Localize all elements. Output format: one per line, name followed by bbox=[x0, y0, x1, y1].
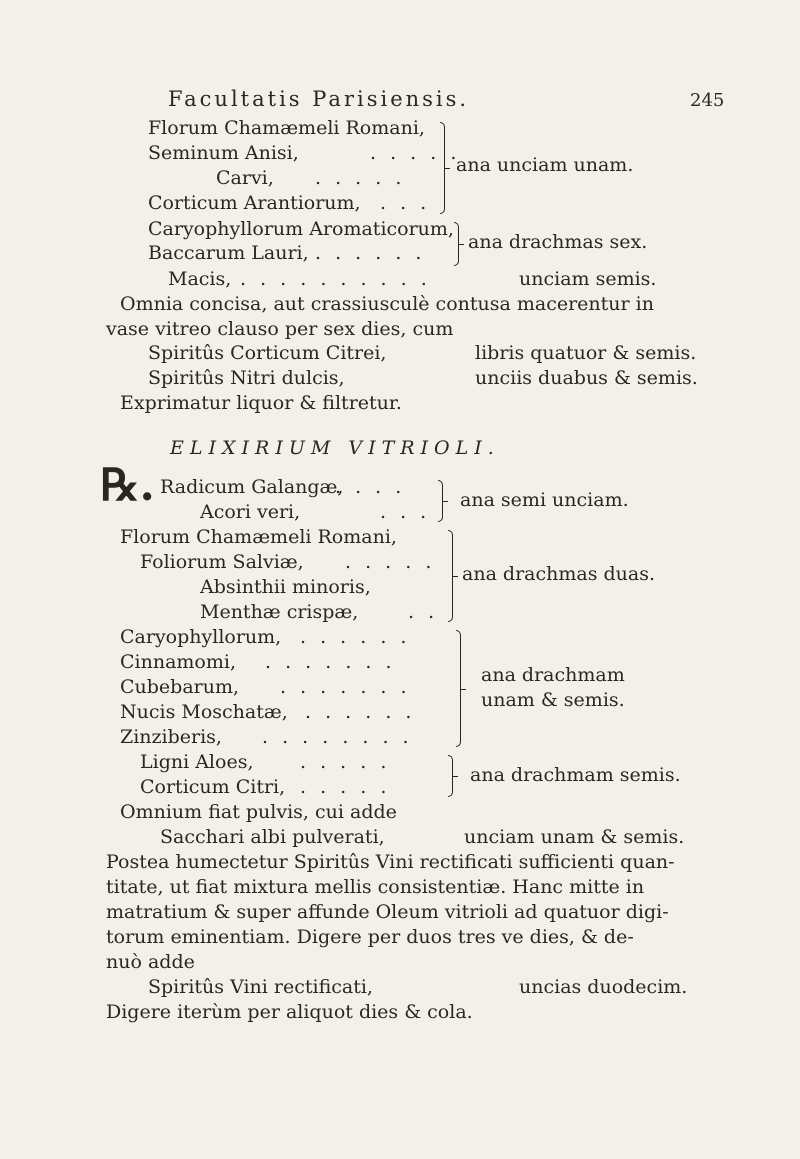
dot-leader: . . . . . bbox=[300, 776, 391, 798]
brace bbox=[438, 480, 443, 522]
dot-leader: . . . bbox=[380, 501, 431, 523]
recipe-symbol: ℞. bbox=[100, 460, 155, 511]
prose-line: Exprimatur liquor & filtretur. bbox=[120, 392, 402, 414]
prose-line: vase vitreo clauso per sex dies, cum bbox=[106, 318, 454, 340]
ingredient-line: Cubebarum, bbox=[120, 676, 240, 698]
brace bbox=[448, 755, 453, 797]
dose-text: unciis duabus & semis. bbox=[475, 367, 698, 389]
brace bbox=[454, 222, 459, 266]
prose-line: torum eminentiam. Digere per duos tres ve dies, & de- bbox=[106, 926, 634, 948]
prose-line: Postea humectetur Spiritûs Vini rectificati sufficienti quan- bbox=[106, 851, 675, 873]
dose-text: unciam semis. bbox=[519, 268, 657, 290]
page-number: 245 bbox=[690, 90, 725, 111]
ingredient-line: Caryophyllorum, bbox=[120, 626, 282, 648]
prose-line: titate, ut fiat mixtura mellis consistentiæ. Hanc mitte in bbox=[106, 876, 645, 898]
ingredient-line: Carvi, bbox=[216, 167, 274, 189]
dot-leader: . . . . bbox=[335, 476, 406, 498]
dot-leader: . . . . . . . bbox=[265, 651, 396, 673]
dose-text: ana semi unciam. bbox=[460, 489, 629, 511]
dose-text: ana unciam unam. bbox=[456, 154, 634, 176]
dot-leader: . . bbox=[408, 601, 439, 623]
ingredient-line: Nucis Moschatæ, bbox=[120, 701, 288, 723]
dot-leader: . . . . . bbox=[345, 551, 436, 573]
dot-leader: . . . . . . bbox=[305, 701, 416, 723]
dose-text: ana drachmam semis. bbox=[470, 764, 681, 786]
ingredient-line: Florum Chamæmeli Romani, bbox=[120, 526, 397, 548]
brace bbox=[448, 530, 453, 622]
ingredient-line: Sacchari albi pulverati, bbox=[160, 826, 385, 848]
dot-leader: . . . bbox=[380, 192, 431, 214]
dot-leader: . . . . . . . . bbox=[262, 726, 413, 748]
dose-text: libris quatuor & semis. bbox=[475, 342, 697, 364]
ingredient-line: Seminum Anisi, bbox=[148, 142, 299, 164]
ingredient-line: Ligni Aloes, bbox=[140, 751, 254, 773]
brace bbox=[440, 122, 445, 214]
dot-leader: . . . . . . bbox=[315, 242, 426, 264]
dose-text: ana drachmas sex. bbox=[468, 231, 648, 253]
ingredient-line: Baccarum Lauri, bbox=[148, 242, 309, 264]
ingredient-line: Cinnamomi, bbox=[120, 651, 237, 673]
ingredient-line: Spiritûs Nitri dulcis, bbox=[148, 367, 345, 389]
dose-text: unciam unam & semis. bbox=[464, 826, 685, 848]
ingredient-line: Radicum Galangæ, bbox=[160, 476, 344, 498]
prose-line: matratium & super affunde Oleum vitrioli ad quatuor digi- bbox=[106, 901, 669, 923]
ingredient-line: Corticum Arantiorum, bbox=[148, 192, 361, 214]
dose-text: ana drachmas duas. bbox=[462, 563, 656, 585]
ingredient-line: Corticum Citri, bbox=[140, 776, 286, 798]
ingredient-line: Macis, bbox=[168, 268, 232, 290]
brace bbox=[456, 630, 461, 747]
dot-leader: . . . . . . bbox=[300, 626, 411, 648]
dose-text: ana drachmam bbox=[481, 664, 625, 686]
ingredient-line: Spiritûs Vini rectificati, bbox=[148, 976, 373, 998]
prose-line: Omnium fiat pulvis, cui adde bbox=[120, 801, 397, 823]
ingredient-line: Florum Chamæmeli Romani, bbox=[148, 117, 425, 139]
ingredient-line: Acori veri, bbox=[200, 501, 301, 523]
dose-text: unam & semis. bbox=[481, 689, 625, 711]
running-head: Facultatis Parisiensis. bbox=[168, 87, 470, 111]
ingredient-line: Zinziberis, bbox=[120, 726, 222, 748]
dot-leader: . . . . . bbox=[300, 751, 391, 773]
dot-leader: . . . . . . . bbox=[280, 676, 411, 698]
ingredient-line: Caryophyllorum Aromaticorum, bbox=[148, 218, 454, 240]
ingredient-line: Menthæ crispæ, bbox=[200, 601, 359, 623]
ingredient-line: Foliorum Salviæ, bbox=[140, 551, 304, 573]
ingredient-line: Absinthii minoris, bbox=[200, 576, 371, 598]
prose-line: Digere iterùm per aliquot dies & cola. bbox=[106, 1001, 473, 1023]
dose-text: uncias duodecim. bbox=[519, 976, 688, 998]
ingredient-line: Spiritûs Corticum Citrei, bbox=[148, 342, 387, 364]
section-title: ELIXIRIUM VITRIOLI. bbox=[170, 437, 500, 459]
dot-leader: . . . . . . . . . . bbox=[240, 268, 431, 290]
prose-line: nuò adde bbox=[106, 951, 195, 973]
dot-leader: . . . . . bbox=[370, 142, 461, 164]
prose-line: Omnia concisa, aut crassiusculè contusa macerentur in bbox=[120, 293, 654, 315]
dot-leader: . . . . . bbox=[315, 167, 406, 189]
